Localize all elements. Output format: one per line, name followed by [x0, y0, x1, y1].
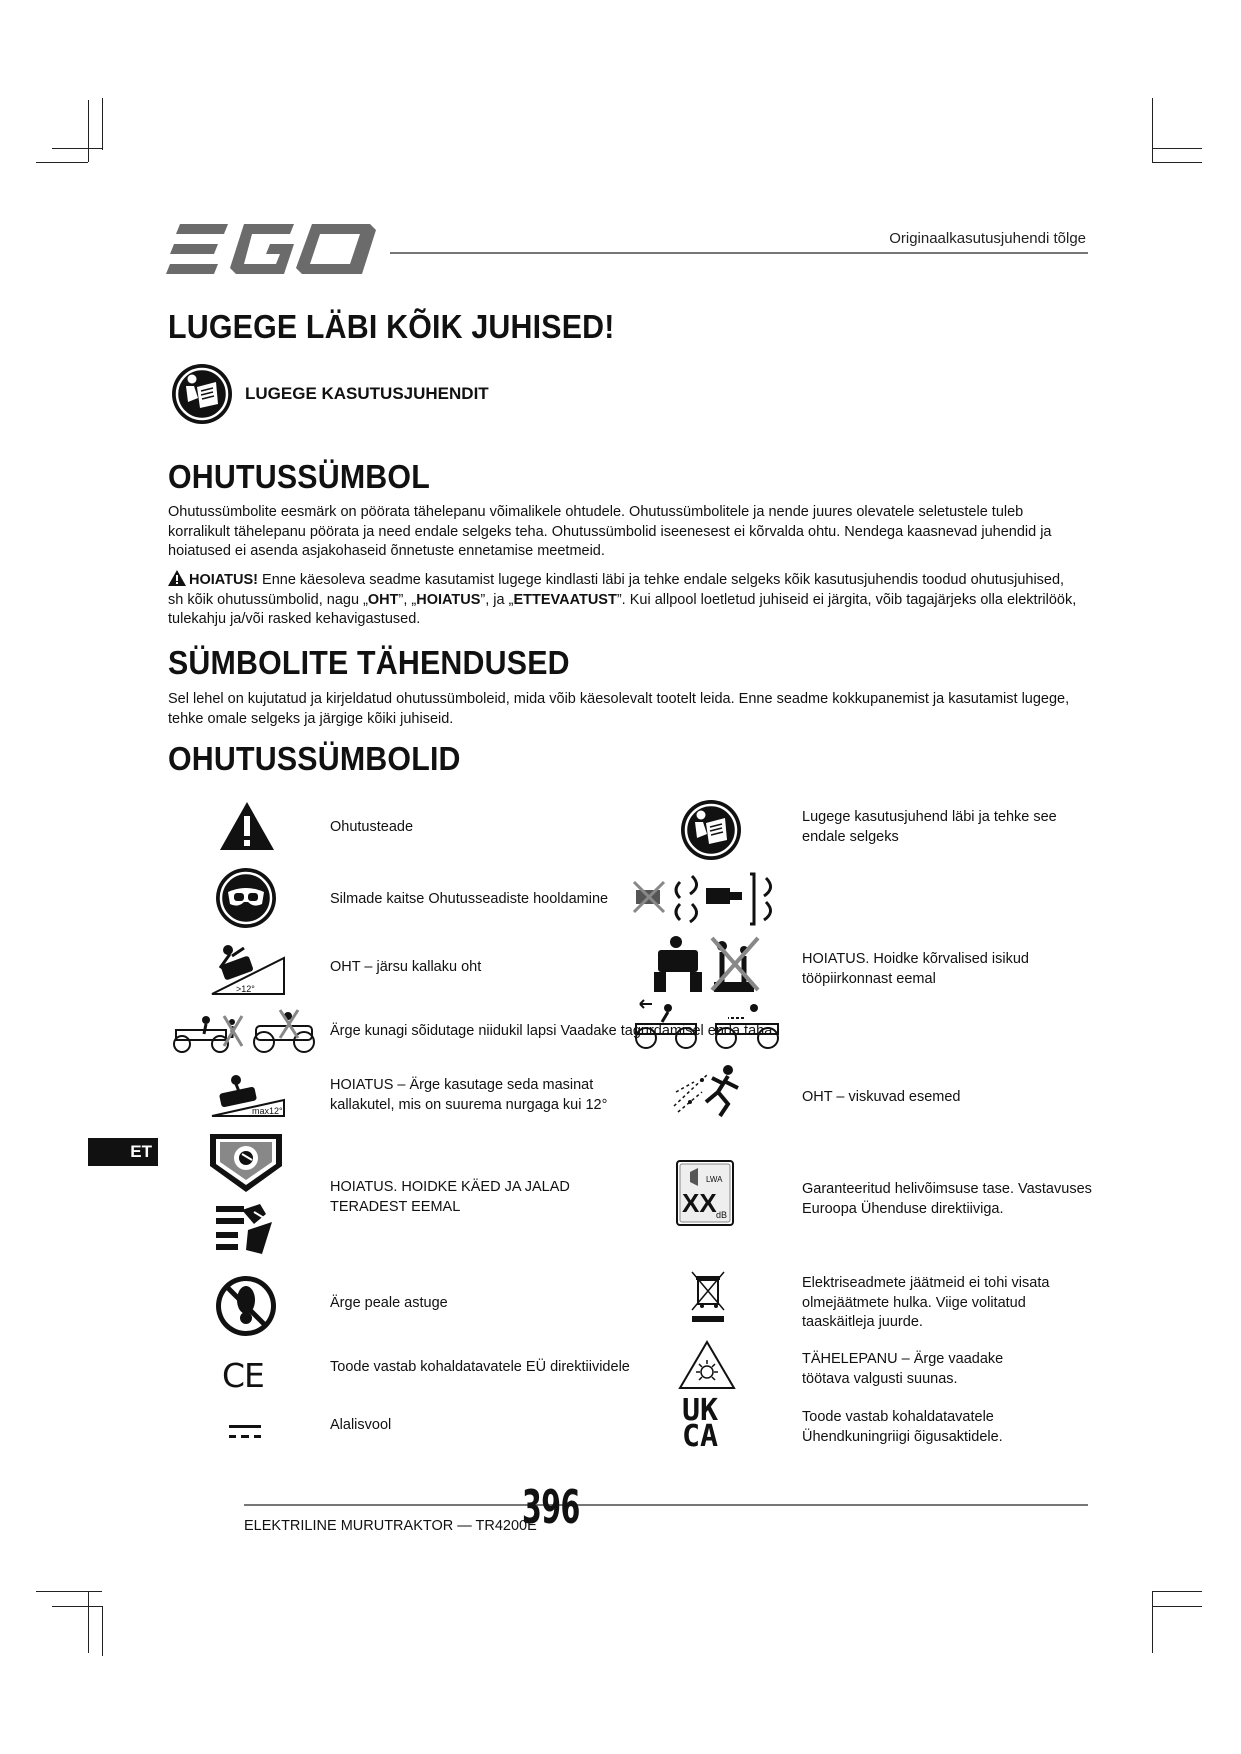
- symbol-text-weee: Elektriseadmete jäätmeid ei tohi visata olmejäätmete hulka. Viige volitatud taaskäitleja juurde.: [802, 1275, 1050, 1330]
- symbol-text-max-slope: HOIATUS – Ärge kasutage seda masinat kallakutel, mis on suurema nurgaga kui 12°: [330, 1077, 608, 1113]
- sound-lwa-label: LWA: [706, 1175, 723, 1184]
- word-oht: OHT: [367, 591, 399, 608]
- read-manual-label: LUGEGE KASUTUSJUHENDIT: [245, 384, 489, 403]
- read-manual-icon: [679, 798, 743, 862]
- crop-mark: [1152, 98, 1153, 162]
- symbol-text-read-manual: Lugege kasutusjuhend läbi ja tehke see endale selgeks: [802, 809, 1057, 845]
- direct-current-icon: [229, 1424, 261, 1440]
- footer-rule: [244, 1504, 1088, 1506]
- warning-text: Enne käesoleva seadme kasutamist lugege kindlasti läbi ja tehke endale selgeks kõik kasutusjuhendis toodud ohutusjuhised, sh kõik ohutussümbolid, nagu „: [168, 572, 1065, 608]
- page-title: LUGEGE LÄBI KÕIK JUHISED!: [168, 308, 615, 345]
- eye-protection-icon: [214, 866, 278, 930]
- symbol-text-no-step: Ärge peale astuge: [330, 1295, 448, 1311]
- maintenance-safety-devices-icon: [632, 868, 788, 930]
- ukca-bottom: CA: [682, 1419, 719, 1454]
- crop-mark: [102, 1606, 103, 1656]
- page-number: 396: [522, 1480, 580, 1534]
- symbol-text-sound-power: Garanteeritud helivõimsuse tase. Vastavuses Euroopa Ühenduse direktiiviga.: [802, 1181, 1092, 1217]
- warning-text: ”. Kui allpool loetletud juhiseid ei järgita, võib tagajärjeks olla elektrilöök, tulekahju ja/või rasked kehavigastused.: [168, 591, 1077, 627]
- ce-mark-icon: CE: [222, 1356, 264, 1395]
- crop-mark: [88, 1591, 89, 1653]
- crop-mark: [36, 1591, 102, 1592]
- section-title-meanings: SÜMBOLITE TÄHENDUSED: [168, 644, 570, 681]
- crop-mark: [1152, 1591, 1153, 1653]
- max-slope-label: max12°: [252, 1106, 283, 1116]
- weee-bin-icon: [690, 1268, 726, 1324]
- symbol-text-ukca: Toode vastab kohaldatavatele Ühendkuningriigi õigusaktidele.: [802, 1409, 1003, 1445]
- crop-mark: [88, 100, 89, 162]
- symbol-text-steep-slope: OHT – järsu kallaku oht: [330, 959, 482, 975]
- word-hoiatus: HOIATUS: [416, 591, 481, 608]
- warning-label: HOIATUS!: [189, 572, 259, 588]
- sound-power-icon: [676, 1160, 734, 1226]
- ego-logo: [166, 224, 376, 276]
- section-title-symbols: OHUTUSSÜMBOLID: [168, 740, 461, 777]
- keep-bystanders-away-icon: [652, 934, 762, 994]
- steep-slope-icon: [210, 938, 286, 996]
- hands-feet-cutting-icon: [214, 1200, 276, 1256]
- warning-triangle-icon: [218, 800, 276, 852]
- ukca-top: UK: [682, 1393, 719, 1428]
- warning-paragraph: [168, 570, 1080, 630]
- ukca-mark-icon: [682, 1393, 719, 1454]
- document-subtitle: Originaalkasutusjuhendi tõlge: [889, 230, 1086, 247]
- symbol-text-bystanders: HOIATUS. Hoidke kõrvalised isikud tööpiirkonnast eemal: [802, 951, 1029, 987]
- sound-unit-label: dB: [716, 1210, 728, 1220]
- no-step-icon: [214, 1274, 278, 1338]
- crop-mark: [1152, 162, 1202, 163]
- rotating-blade-icon: [208, 1130, 284, 1194]
- read-manual-icon: [170, 362, 234, 426]
- crop-mark: [1152, 148, 1202, 149]
- crop-mark: [36, 162, 88, 163]
- crop-mark: [102, 98, 103, 150]
- slope-label: >12°: [236, 984, 255, 994]
- word-ettevaatust: ETTEVAATUST: [513, 591, 617, 608]
- light-warning-icon: [678, 1340, 736, 1390]
- warning-triangle-icon: [168, 570, 186, 586]
- crop-mark: [52, 1606, 102, 1607]
- crop-mark: [52, 148, 102, 149]
- symbol-text-ce: Toode vastab kohaldatavatele EÜ direktiividele: [330, 1359, 630, 1375]
- max-slope-icon: [210, 1070, 286, 1118]
- no-children-passengers-icon: [170, 1008, 320, 1054]
- crop-mark: [1152, 1606, 1202, 1607]
- separator: ”, ja „: [480, 591, 514, 608]
- section-title-safety-symbol: OHUTUSSÜMBOL: [168, 458, 430, 495]
- header-rule: [390, 252, 1088, 254]
- symbol-text-eye-protection: Silmade kaitse Ohutusseadiste hooldamine: [330, 891, 609, 907]
- symbol-text-dc: Alalisvool: [330, 1417, 392, 1433]
- symbol-text-keep-hands-away: HOIATUS. HOIDKE KÄED JA JALAD TERADEST EEMAL: [330, 1179, 570, 1215]
- separator: ”, „: [398, 591, 417, 608]
- reverse-look-behind-icon: [632, 998, 782, 1050]
- symbol-text-safety-alert: Ohutusteade: [330, 819, 414, 835]
- thrown-objects-icon: [672, 1062, 748, 1118]
- symbol-text-thrown-objects: OHT – viskuvad esemed: [802, 1089, 961, 1105]
- sound-level-label: XX: [682, 1188, 717, 1218]
- safety-symbol-paragraph: Ohutussümbolite eesmärk on pöörata tähelepanu võimalikele ohtudele. Ohutussümbolitele ja nende juures olevatele seletustele tuleb korralikult tähelepanu pöörata ja need endale selgeks teha. Ohutussümbolid iseenesest ei kõrvalda ohtu. Nendega kaasnevad juhendid ja hoiatused ei asenda asjakohaseid õnnetuste ennetamise meetmeid.: [168, 504, 1052, 559]
- language-tab: ET: [88, 1138, 158, 1166]
- symbol-text-no-children: Ärge kunagi sõidutage niidukil lapsi Vaadake tagurdamisel enda taha: [330, 1023, 773, 1039]
- symbol-text-light-warning: TÄHELEPANU – Ärge vaadake töötava valgusti suunas.: [802, 1351, 1004, 1387]
- footer-product: ELEKTRILINE MURUTRAKTOR — TR4200E: [244, 1518, 537, 1534]
- meanings-paragraph: Sel lehel on kujutatud ja kirjeldatud ohutussümboleid, mida võib käesolevalt tootelt leida. Enne seadme kokkupanemist ja kasutamist lugege, tehke omale selgeks ja järgige kõiki juhiseid.: [168, 691, 1070, 727]
- crop-mark: [1152, 1591, 1202, 1592]
